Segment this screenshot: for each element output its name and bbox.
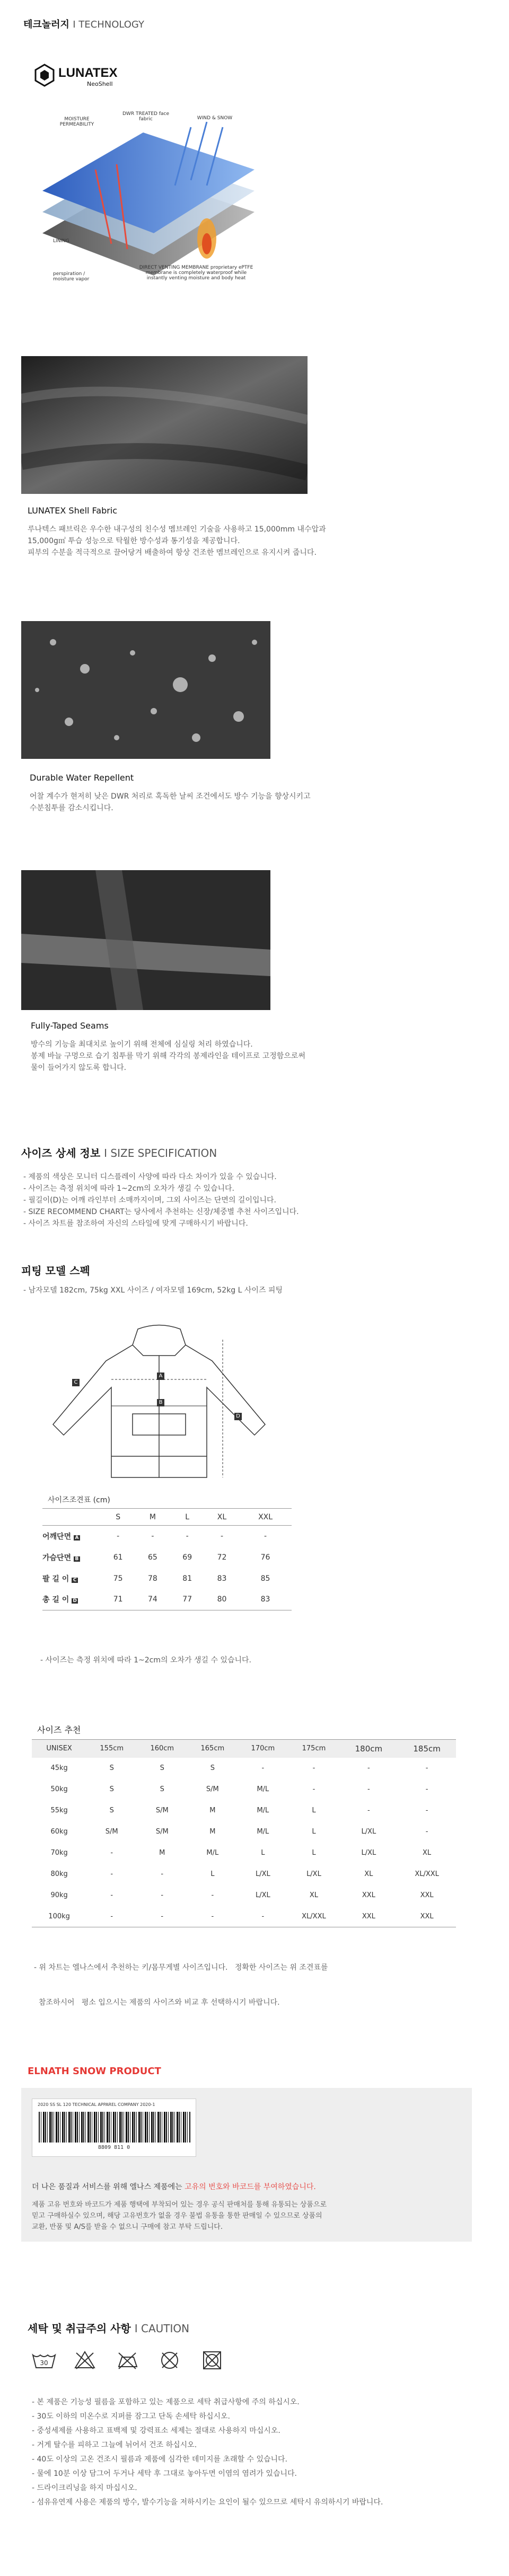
caution-item: - 중성세제를 사용하고 표백제 및 강력표소 세제는 절대로 사용하지 마십시오. <box>32 2424 488 2438</box>
recommend-cell: XXL <box>362 1891 375 1899</box>
recommend-row <box>32 1864 456 1885</box>
recommend-cell: L/XL <box>306 1870 321 1878</box>
fabric-layer-diagram <box>32 106 276 302</box>
lunatex-logo <box>34 64 140 90</box>
recommend-cell: S <box>109 1807 114 1814</box>
size-chart-cell: 65 <box>148 1553 157 1562</box>
marker-a: A <box>157 1373 164 1380</box>
size-chart-row <box>42 1526 292 1547</box>
recommend-cell: - <box>312 1785 315 1793</box>
size-note: - 사이즈는 측정 위치에 따라 1~2cm의 오차가 생길 수 있습니다. <box>23 1183 479 1194</box>
size-chart-header-cell <box>42 1509 101 1526</box>
size-notes <box>23 1171 479 1229</box>
recommend-cell: XL <box>423 1849 432 1857</box>
recommend-cell: S/M <box>155 1828 169 1836</box>
size-chart-cell: 77 <box>182 1595 192 1604</box>
size-chart-row <box>42 1568 292 1589</box>
recommend-row <box>32 1885 456 1906</box>
caution-title-ko: 세탁 및 취급주의 사항 <box>28 2322 131 2335</box>
recommend-row <box>32 1800 456 1821</box>
size-chart-header-cell: XXL <box>258 1512 273 1521</box>
feature-desc-line: 수분침투를 감소시킵니다. <box>30 804 113 812</box>
size-chart-cell: 69 <box>182 1553 192 1562</box>
size-chart-cell: 85 <box>260 1574 270 1583</box>
recommend-cell: - <box>425 1807 428 1814</box>
fitting-spec: - 남자모델 182cm, 75kg XXL 사이즈 / 여자모델 169cm, 52kg L 사이즈 피팅 <box>23 1286 283 1295</box>
size-chart-cell: - <box>186 1532 189 1541</box>
barcode-head: 2020 SS SL 120 TECHNICAL APPAREL COMPANY 2020-1 <box>38 2102 155 2107</box>
recommend-note <box>34 1938 328 2020</box>
recommend-row <box>32 1906 456 1927</box>
recommend-cell: S/M <box>206 1785 219 1793</box>
brand-name: LUNATEX <box>58 66 118 80</box>
size-chart-row-label: 가슴단면 B <box>42 1547 101 1568</box>
product-body-line: 믿고 구매하실수 있으며, 해당 고유번호가 없을 경우 불법 유통을 통한 판매일 수 있으므로 상품의 <box>32 2212 322 2220</box>
size-chart-header-cell: M <box>149 1512 156 1521</box>
recommend-cell: S/M <box>105 1828 118 1836</box>
size-chart-cell: 74 <box>148 1595 157 1604</box>
feature-desc-shell <box>28 524 473 559</box>
recommend-weight-cell: 45kg <box>50 1764 68 1772</box>
recommend-weight-cell: 80kg <box>50 1870 68 1878</box>
recommend-cell: - <box>211 1912 214 1920</box>
caution-title-en: I CAUTION <box>134 2322 190 2335</box>
size-chart-cell: 83 <box>260 1595 270 1604</box>
no-tumble-dry-icon <box>204 2352 221 2369</box>
feature-desc-line: 피부의 수분을 적극적으로 끌어당겨 배출하여 항상 건조한 멤브레인으로 유지시켜 줍니다. <box>28 548 317 557</box>
recommend-row <box>32 1821 456 1843</box>
label-wind: WIND & SNOW <box>197 116 233 121</box>
recommend-weight-cell: 70kg <box>50 1849 68 1857</box>
size-chart-header-cell: XL <box>217 1512 227 1521</box>
recommend-note-line: - 위 차트는 엘나스에서 추천하는 키/몸무게별 사이즈입니다. 정확한 사이즈는 위 조견표를 <box>34 1963 328 1972</box>
feature-desc-line: 어찰 계수가 현저히 낮은 DWR 처리로 혹독한 날씨 조건에서도 방수 기능을 향상시키고 <box>30 792 311 801</box>
recommend-cell: - <box>367 1807 370 1814</box>
taped-seams-photo <box>21 870 270 1010</box>
recommend-row <box>32 1843 456 1864</box>
recommend-cell: XL/XXL <box>415 1870 439 1878</box>
recommend-cell: - <box>367 1785 370 1793</box>
caution-item: - 물에 10분 이상 담그어 두거나 세탁 후 그대로 놓아두면 이염의 염려가 있습니다. <box>32 2467 488 2481</box>
recommend-cell: - <box>261 1912 265 1920</box>
lunatex-hex-icon <box>34 64 55 87</box>
recommend-header-cell: 175cm <box>302 1745 326 1753</box>
recommend-header-cell: 185cm <box>413 1743 441 1754</box>
recommend-weight-cell: 50kg <box>50 1785 68 1793</box>
product-body-line: 교환, 반품 및 A/S를 받을 수 없으니 구매에 참고 부탁 드립니다. <box>32 2223 223 2231</box>
recommend-header-cell: 155cm <box>100 1745 124 1753</box>
recommend-cell: L <box>312 1807 316 1814</box>
recommend-cell: XL/XXL <box>302 1912 326 1920</box>
wash-30-icon <box>33 2355 55 2368</box>
recommend-cell: M <box>209 1807 216 1814</box>
recommend-cell: L/XL <box>361 1849 376 1857</box>
recommend-cell: - <box>261 1764 265 1772</box>
recommend-title: 사이즈 추천 <box>37 1725 81 1735</box>
recommend-cell: - <box>312 1764 315 1772</box>
size-chart-cell: 75 <box>113 1574 123 1583</box>
product-auth-box <box>21 2088 472 2242</box>
feature-title-seams: Fully-Taped Seams <box>31 1021 109 1031</box>
product-body <box>32 2199 327 2233</box>
size-chart-row <box>42 1547 292 1568</box>
recommend-cell: M <box>209 1828 216 1836</box>
size-note: - SIZE RECOMMEND CHART는 당사에서 추천하는 신장/체중별 추천 사이즈입니다. <box>23 1206 479 1218</box>
label-vapor: perspiration / moisture vapor <box>53 271 90 282</box>
recommend-note-line: 참조하시어 평소 입으시는 제품의 사이즈와 비교 후 선택하시기 바랍니다. <box>34 1998 280 2007</box>
size-chart-row-label: 총 길 이 D <box>42 1589 101 1610</box>
recommend-cell: M/L <box>257 1828 269 1836</box>
recommend-weight-cell: 100kg <box>48 1912 70 1920</box>
size-chart-row-label: 어깨단면 A <box>42 1526 101 1547</box>
recommend-cell: - <box>211 1891 214 1899</box>
feature-desc-line: 루나텍스 패브릭은 우수한 내구성의 친수성 멤브레인 기술을 사용하고 15,000mm 내수압과 <box>28 525 326 534</box>
feature-desc-dwr <box>30 791 475 814</box>
feature-desc-line: 봉제 바늘 구멍으로 습기 침투를 막기 위해 각각의 봉제라인을 테이프로 고정함으로써 <box>31 1052 305 1060</box>
recommend-cell: L/XL <box>255 1870 270 1878</box>
size-chart-caption: 사이즈조견표 (cm) <box>48 1496 110 1504</box>
size-chart-cell: 76 <box>260 1553 270 1562</box>
recommend-cell: M/L <box>206 1849 219 1857</box>
recommend-cell: XXL <box>420 1891 434 1899</box>
caution-item: - 40도 이상의 고온 건조시 필름과 제품에 심각한 데미지를 초래할 수 있습니다. <box>32 2453 488 2467</box>
size-spec-title-en: I SIZE SPECIFICATION <box>104 1147 217 1159</box>
size-note: - 제품의 색상은 모니터 디스플레이 사양에 따라 다소 차이가 있을 수 있습니다. <box>23 1171 479 1183</box>
care-icons <box>32 2350 233 2371</box>
size-chart-cell: 83 <box>217 1574 227 1583</box>
recommend-header-cell: UNISEX <box>46 1745 72 1753</box>
technology-title-en: I TECHNOLOGY <box>73 19 144 30</box>
recommend-header-cell: 180cm <box>355 1743 383 1754</box>
recommend-weight-cell: 90kg <box>50 1891 68 1899</box>
label-moisture: MOISTURE PERMEABILITY <box>59 117 94 127</box>
feature-desc-line: 물이 들어가지 않도록 합니다. <box>31 1064 127 1072</box>
size-chart-cell: - <box>151 1532 154 1541</box>
size-spec-title-ko: 사이즈 상세 정보 <box>21 1147 101 1159</box>
recommend-cell: S <box>160 1764 164 1772</box>
recommend-cell: S <box>160 1785 164 1793</box>
barcode-number: 8809 811 0 <box>98 2145 130 2150</box>
jacket-measure-diagram <box>42 1324 276 1483</box>
svg-text:30: 30 <box>40 2359 48 2367</box>
recommend-header-cell: 170cm <box>251 1745 275 1753</box>
size-chart-cell: 71 <box>113 1595 123 1604</box>
recommend-header-row <box>32 1740 456 1758</box>
recommend-header-cell: 165cm <box>200 1745 225 1753</box>
recommend-row <box>32 1758 456 1779</box>
caution-item: - 드라이크리닝을 하지 마십시오. <box>32 2481 488 2495</box>
label-membrane: DIRECT VENTING MEMBRANE proprietary ePTFE membrane is completely waterproof while instantly venting moisture and body heat <box>139 265 253 281</box>
no-iron-icon <box>119 2353 137 2369</box>
no-dryclean-icon <box>162 2352 178 2368</box>
recommend-cell: L <box>261 1849 265 1857</box>
caution-list <box>32 2395 488 2510</box>
feature-desc-seams <box>31 1039 476 1074</box>
size-chart-row-label: 팔 길 이 C <box>42 1568 101 1589</box>
recommend-body <box>32 1758 456 1927</box>
product-title: ELNATH SNOW PRODUCT <box>28 2066 161 2077</box>
recommend-cell: M <box>159 1849 165 1857</box>
product-highlight: 고유의 번호와 바코드를 부여하였습니다. <box>185 2183 316 2191</box>
product-body-line: 제품 고유 번호와 바코드가 제품 행택에 부착되어 있는 경우 공식 판매처를 통해 유통되는 상품으로 <box>32 2201 327 2209</box>
recommend-cell: - <box>425 1828 428 1836</box>
technology-title-ko: 테크놀러지 <box>23 19 69 30</box>
recommend-cell: M/L <box>257 1807 269 1814</box>
size-chart-cell: - <box>264 1532 267 1541</box>
recommend-cell: S <box>109 1785 114 1793</box>
brand-sub: NeoShell <box>87 81 113 87</box>
size-spec-title <box>21 1145 217 1160</box>
recommend-cell: L <box>312 1828 316 1836</box>
recommend-cell: - <box>161 1870 164 1878</box>
recommend-cell: - <box>425 1785 428 1793</box>
recommend-weight-cell: 55kg <box>50 1807 68 1814</box>
size-chart-cell: 61 <box>113 1553 123 1562</box>
recommend-cell: S <box>109 1764 114 1772</box>
size-chart-cell: 72 <box>217 1553 227 1562</box>
recommend-cell: - <box>110 1891 113 1899</box>
recommend-header-cell: 160cm <box>150 1745 174 1753</box>
recommend-cell: XXL <box>362 1912 375 1920</box>
recommend-table <box>32 1739 456 1927</box>
size-chart-cell: 81 <box>182 1574 192 1583</box>
recommend-cell: L <box>210 1870 215 1878</box>
caution-title <box>28 2320 189 2335</box>
size-chart-cell: 78 <box>148 1574 157 1583</box>
feature-desc-line: 방수의 기능을 최대치로 높이기 위해 전체에 심실링 처리 하였습니다. <box>31 1040 253 1049</box>
recommend-cell: S <box>210 1764 215 1772</box>
water-repellent-photo <box>21 621 270 759</box>
size-chart-cell: - <box>220 1532 224 1541</box>
recommend-cell: - <box>110 1849 113 1857</box>
recommend-cell: M/L <box>257 1785 269 1793</box>
barcode-icon <box>39 2112 190 2143</box>
feature-title-shell: LUNATEX Shell Fabric <box>28 506 118 516</box>
recommend-cell: XL <box>309 1891 319 1899</box>
recommend-cell: - <box>110 1912 113 1920</box>
feature-title-dwr: Durable Water Repellent <box>30 773 134 783</box>
recommend-cell: - <box>161 1912 164 1920</box>
feature-desc-line: 15,000g㎡ 투습 성능으로 탁월한 방수성과 통기성을 제공합니다. <box>28 537 240 545</box>
recommend-row <box>32 1779 456 1800</box>
recommend-cell: XL <box>364 1870 373 1878</box>
barcode-label <box>32 2099 196 2157</box>
size-chart-header-cell: S <box>116 1512 121 1521</box>
recommend-cell: L <box>312 1849 316 1857</box>
size-chart-note: - 사이즈는 측정 위치에 따라 1~2cm의 오차가 생길 수 있습니다. <box>40 1656 251 1665</box>
size-note: - 사이즈 차트를 참조하여 자신의 스타일에 맞게 구매하시기 바랍니다. <box>23 1218 479 1229</box>
size-note: - 필길이(D)는 어깨 라인부터 소매까지이며, 그외 사이즈는 단면의 길이입니다. <box>23 1194 479 1206</box>
size-chart-cell: 80 <box>217 1595 227 1604</box>
caution-item: - 섬유유연제 사용은 제품의 방수, 발수기능을 저하시키는 요인이 될수 있으므로 세탁시 유의하시기 바랍니다. <box>32 2495 488 2510</box>
recommend-cell: - <box>367 1764 370 1772</box>
recommend-cell: S/M <box>155 1807 169 1814</box>
label-dwr: DWR TREATED face fabric <box>122 111 169 122</box>
recommend-cell: L/XL <box>255 1891 270 1899</box>
caution-item: - 30도 이하의 미온수로 지퍼를 잠그고 단독 손세탁 하십시오. <box>32 2410 488 2424</box>
size-chart-row <box>42 1589 292 1610</box>
label-lining: LINING <box>53 238 69 244</box>
recommend-cell: - <box>161 1891 164 1899</box>
size-chart-table <box>42 1508 292 1610</box>
size-chart-cell: - <box>117 1532 120 1541</box>
no-bleach-icon <box>75 2352 94 2369</box>
size-chart-header-cell: L <box>185 1512 190 1521</box>
marker-d: D <box>234 1413 242 1420</box>
recommend-cell: - <box>110 1870 113 1878</box>
fitting-title: 피팅 모델 스펙 <box>21 1264 90 1277</box>
size-chart-header-row <box>42 1509 292 1526</box>
marker-b: B <box>157 1399 164 1406</box>
recommend-cell: - <box>425 1764 428 1772</box>
recommend-weight-cell: 60kg <box>50 1828 68 1836</box>
technology-title <box>23 17 144 31</box>
recommend-cell: XXL <box>420 1912 434 1920</box>
shell-fabric-photo <box>21 356 308 494</box>
marker-c: C <box>72 1379 80 1386</box>
product-highlight-text: 더 나은 품질과 서비스를 위해 엘나스 제품에는 고유의 번호와 바코드를 부여하였습니다. <box>32 2183 316 2191</box>
recommend-cell: L/XL <box>361 1828 376 1836</box>
caution-item: - 본 제품은 기능성 필름을 포함하고 있는 제품으로 세탁 취급사항에 주의 하십시오. <box>32 2395 488 2410</box>
caution-item: - 거게 탈수를 피하고 그늘에 뉘어서 건조 하십시오. <box>32 2438 488 2453</box>
